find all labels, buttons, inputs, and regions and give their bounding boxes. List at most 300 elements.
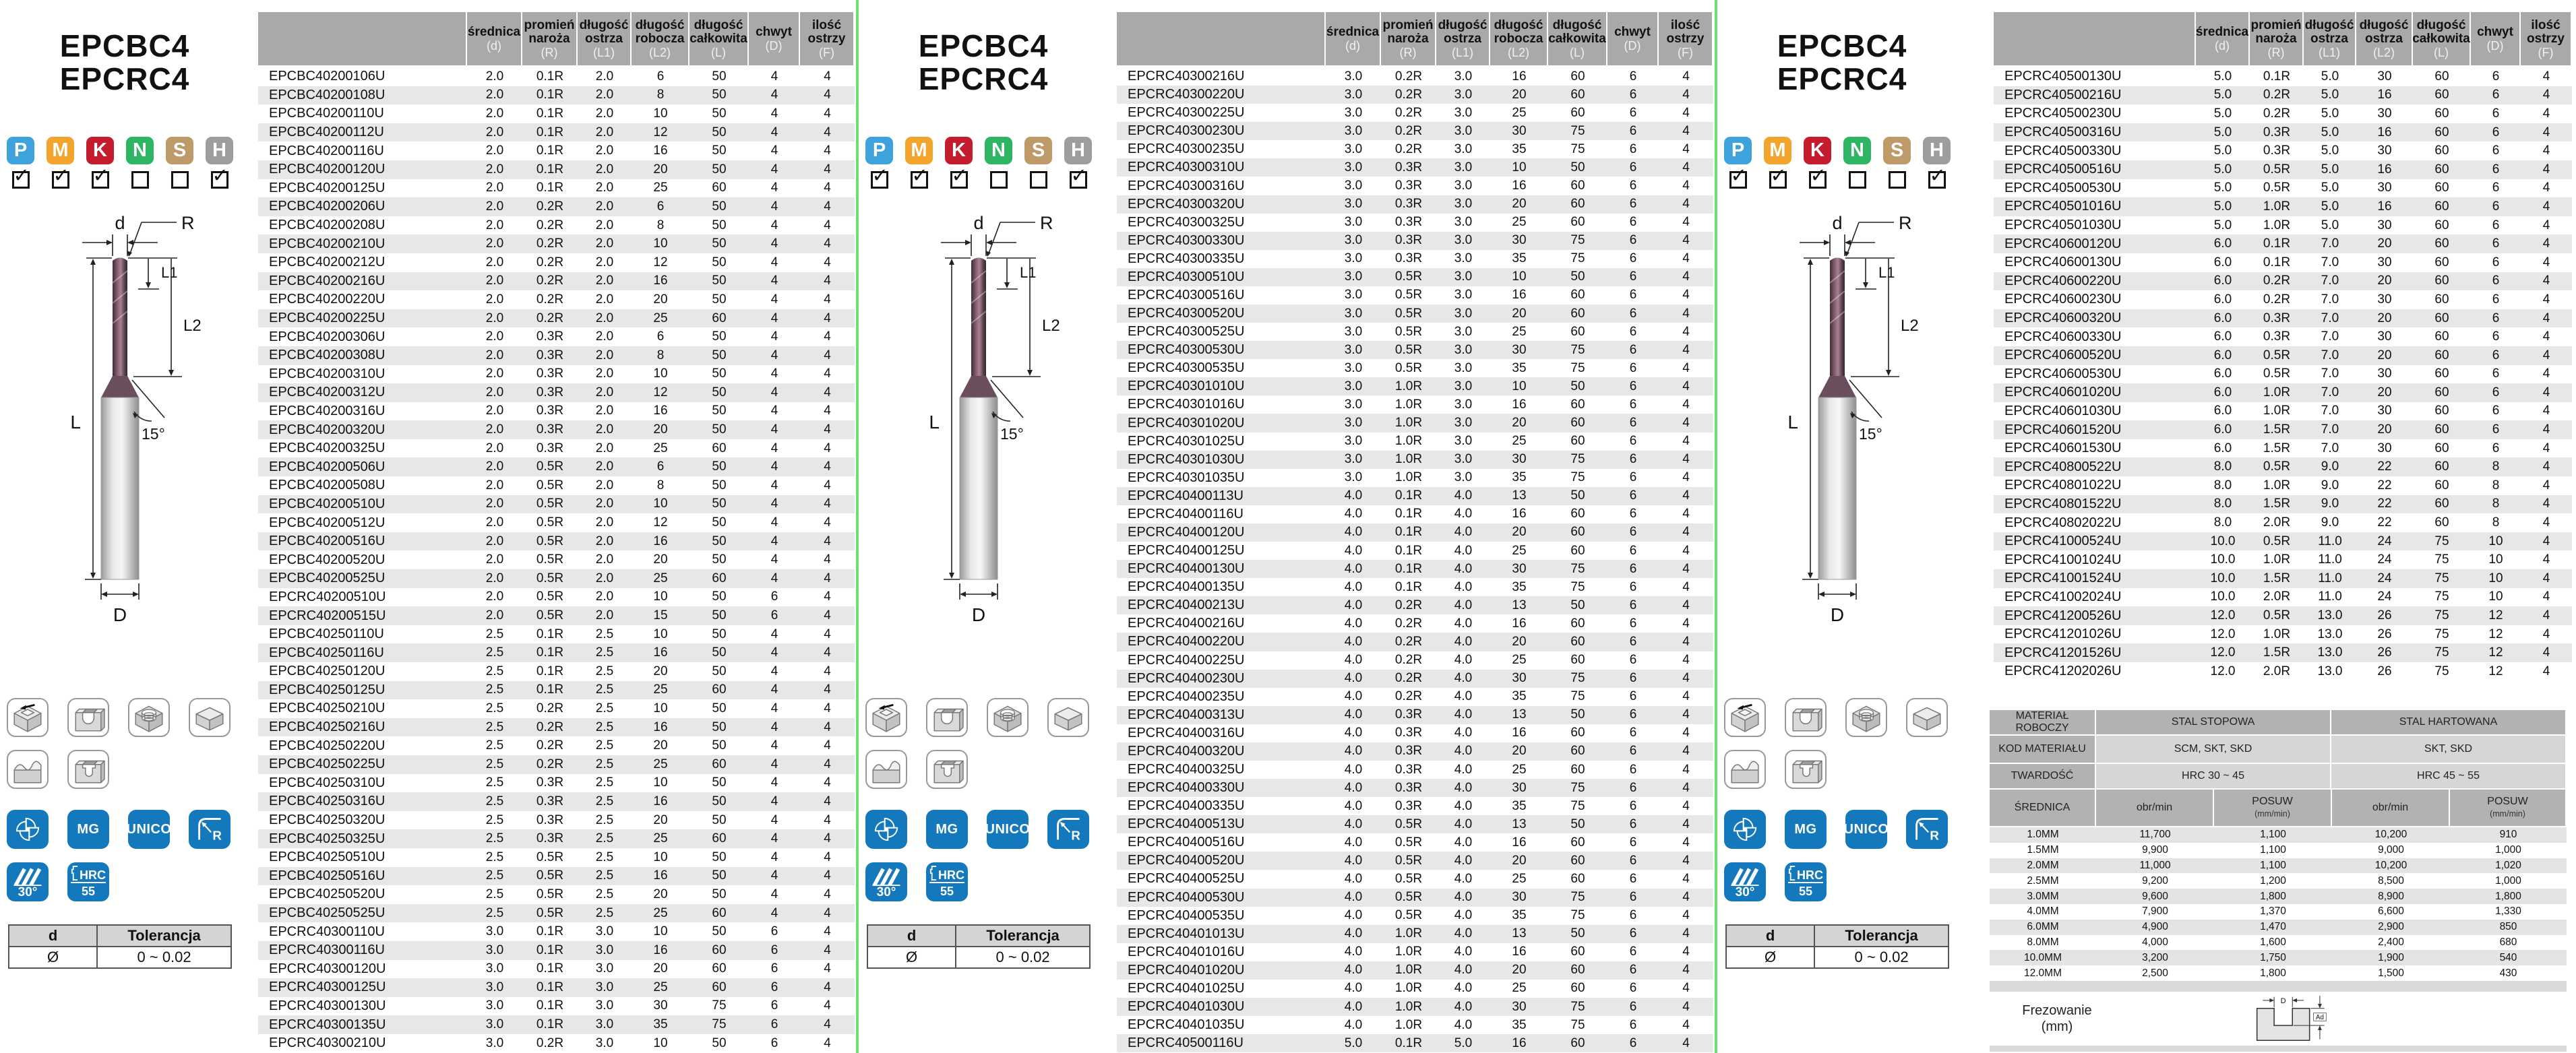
part-number: EPCRC40400325U: [1128, 762, 1245, 777]
cutting-data-row: 3.0MM 9,600 1,800 8,900 1,800: [1990, 889, 2567, 904]
column-header: długość ostrza (L1): [2304, 12, 2356, 67]
part-number: EPCBC40200216U: [269, 273, 386, 288]
material-letter-icon: N: [1843, 137, 1871, 164]
table-row: EPCBC40250525U 2.5 0.5R 2.5 25 60 4 4: [258, 904, 855, 923]
material-checkbox: [1030, 171, 1047, 189]
twardosc-label: TWARDOŚĆ: [1990, 764, 2096, 790]
part-number: EPCBC40200308U: [269, 348, 386, 363]
material-letter-icon: S: [1024, 137, 1052, 164]
material-letter-icon: P: [1724, 137, 1752, 164]
cutting-data-row: 2.5MM 9,200 1,200 8,500 1,000: [1990, 873, 2567, 889]
table-row: EPCBC40200510U 2.0 0.5R 2.0 10 50 4 4: [258, 495, 855, 514]
table-row: EPCBC40200325U 2.0 0.3R 2.0 25 60 4 4: [258, 439, 855, 458]
end-mill-drawing: [39, 194, 222, 659]
part-number: EPCBC40200125U: [269, 180, 386, 195]
part-number: EPCBC40200310U: [269, 366, 386, 381]
table-row: EPCRC40601530U 6.0 1.5R 7.0 30 60 6 4: [1994, 439, 2572, 458]
table-row: EPCRC40401030U 4.0 1.0R 4.0 30 75 6 4: [1117, 998, 1713, 1016]
part-number: EPCBC40200120U: [269, 162, 386, 177]
table-row: EPCBC40250510U 2.5 0.5R 2.5 10 50 4 4: [258, 848, 855, 867]
part-number: EPCRC40400116U: [1128, 506, 1244, 521]
check-icon: ✓: [13, 165, 30, 187]
cutting-data-row: 2.0MM 11,000 1,100 10,200 1,020: [1990, 858, 2567, 874]
table-row: EPCBC40200220U 2.0 0.2R 2.0 20 50 4 4: [258, 290, 855, 309]
part-number: EPCRC40400516U: [1128, 835, 1245, 850]
part-number: EPCRC40400130U: [1128, 561, 1245, 577]
part-number: EPCBC40250316U: [269, 794, 386, 809]
part-number: EPCRC40300135U: [269, 1017, 386, 1032]
diameter-cell: 4.0MM: [2027, 905, 2059, 918]
face-milling-icon: [865, 698, 907, 737]
table-row: EPCBC40200508U 2.0 0.5R 2.0 8 50 4 4: [258, 476, 855, 495]
table-row: EPCRC40401016U 4.0 1.0R 4.0 16 60 6 4: [1117, 943, 1713, 961]
table-row: EPCBC40200110U 2.0 0.1R 2.0 10 50 4 4: [258, 104, 855, 123]
part-number: EPCRC40400225U: [1128, 652, 1245, 668]
diameter-cell: 2.5MM: [2027, 874, 2059, 887]
part-number: EPCRC40400135U: [1128, 579, 1245, 595]
part-number: EPCRC40300130U: [269, 998, 386, 1013]
part-number: EPCRC40601520U: [2004, 422, 2122, 437]
table-row: EPCBC40200310U 2.0 0.3R 2.0 10 50 4 4: [258, 365, 855, 384]
end-mill-drawing: [1756, 194, 1940, 659]
part-number: EPCRC40801522U: [2004, 496, 2122, 511]
part-number: EPCRC40401035U: [1128, 1017, 1245, 1033]
part-number: EPCRC40500316U: [2004, 125, 2122, 140]
table-row: EPCRC40300525U 3.0 0.5R 3.0 25 60 6 4: [1117, 323, 1713, 341]
side-milling-icon: [189, 698, 231, 737]
table-row: EPCRC40400130U 4.0 0.1R 4.0 30 75 6 4: [1117, 560, 1713, 578]
part-number: EPCRC40400216U: [1128, 616, 1245, 631]
table-row: EPCRC40400213U 4.0 0.2R 4.0 13 50 6 4: [1117, 596, 1713, 614]
part-number: EPCRC40400113U: [1128, 488, 1244, 503]
material-icon-group: [865, 137, 893, 189]
material-checkbox: [950, 165, 968, 189]
material-checkbox: [131, 171, 149, 189]
table-row: EPCBC40250225U 2.5 0.2R 2.5 25 60 4 4: [258, 755, 855, 774]
table-row: EPCRC41001024U 10.0 1.0R 11.0 24 75 10 4: [1994, 550, 2572, 569]
part-number: EPCRC40601020U: [2004, 385, 2122, 400]
table-row: EPCRC40400125U 4.0 0.1R 4.0 25 60 6 4: [1117, 542, 1713, 560]
tolerance-col-d: d: [9, 926, 98, 946]
table-row: EPCRC40300310U 3.0 0.3R 3.0 10 50 6 4: [1117, 158, 1713, 177]
part-number: EPCRC41000524U: [2004, 534, 2122, 549]
part-number: EPCRC40400535U: [1128, 907, 1245, 923]
part-number: EPCRC40300316U: [1128, 178, 1245, 193]
unico-badge: UNICO: [1845, 810, 1887, 849]
tolerance-table: d Tolerancja Ø 0 ~ 0.02: [1725, 924, 1949, 969]
part-number: EPCRC40600120U: [2004, 236, 2122, 251]
profile-milling-icon: [1724, 750, 1766, 789]
part-number: EPCRC40300535U: [1128, 360, 1245, 376]
table-row: EPCRC41201026U 12.0 1.0R 13.0 26 75 12 4: [1994, 625, 2572, 644]
table-row: EPCRC40200515U 2.0 0.5R 2.0 15 50 6 4: [258, 606, 855, 625]
part-number: EPCBC40250520U: [269, 887, 386, 902]
column-header: długość całkowita (L): [2413, 12, 2471, 67]
table-row: EPCBC40250216U 2.5 0.2R 2.5 16 50 4 4: [258, 718, 855, 737]
table-row: EPCRC40400116U 4.0 0.1R 4.0 16 60 6 4: [1117, 505, 1713, 523]
material-letter-icon: P: [7, 137, 34, 164]
part-number: EPCBC40200506U: [269, 459, 386, 474]
part-number: EPCBC40250516U: [269, 868, 386, 883]
table-row: EPCRC40300330U 3.0 0.3R 3.0 30 75 6 4: [1117, 232, 1713, 250]
table-row: EPCRC40601020U 6.0 1.0R 7.0 20 60 6 4: [1994, 383, 2572, 402]
table-row: EPCBC40200208U 2.0 0.2R 2.0 8 50 4 4: [258, 216, 855, 235]
tolerance-table: [8, 924, 232, 969]
feature-badges: [865, 810, 1092, 901]
part-number: EPCRC40400520U: [1128, 853, 1245, 868]
page-title: [13, 30, 236, 96]
material-icon-group: [1064, 137, 1092, 189]
table-row: EPCRC41002024U 10.0 2.0R 11.0 24 75 10 4: [1994, 588, 2572, 607]
face-milling-icon: [1724, 698, 1766, 737]
helical-milling-icon: [1845, 698, 1887, 737]
part-number: EPCBC40200212U: [269, 255, 386, 270]
material-checkbox: [211, 165, 228, 189]
slot-milling-icon: [67, 698, 109, 737]
table-row: EPCBC40200108U 2.0 0.1R 2.0 8 50 4 4: [258, 86, 855, 105]
iso-material-icons: [1724, 137, 1951, 189]
diameter-cell: 8.0MM: [2027, 936, 2059, 948]
part-number: EPCRC41200526U: [2004, 608, 2122, 623]
part-number: EPCRC40300325U: [1128, 214, 1245, 230]
check-icon: ✓: [951, 165, 968, 187]
table-row: EPCRC40500230U 5.0 0.2R 5.0 30 60 6 4: [1994, 104, 2572, 123]
part-number: EPCBC40200525U: [269, 571, 386, 586]
table-row: EPCRC40500330U 5.0 0.3R 5.0 30 60 6 4: [1994, 141, 2572, 160]
material-checkbox: [911, 165, 928, 189]
table-row: EPCRC40600530U 6.0 0.5R 7.0 30 60 6 4: [1994, 365, 2572, 384]
part-number: EPCRC40600520U: [2004, 348, 2122, 363]
shallow-slot-icon: [67, 750, 109, 789]
material-checkbox: [1809, 165, 1827, 189]
table-row: EPCRC40500216U 5.0 0.2R 5.0 16 60 6 4: [1994, 86, 2572, 105]
table-header: [1117, 12, 1713, 67]
part-number: EPCRC40400320U: [1128, 743, 1245, 759]
part-number: EPCBC40250216U: [269, 720, 386, 735]
part-number: EPCBC40200306U: [269, 329, 386, 344]
table-row: EPCRC40300210U 3.0 0.2R 3.0 10 50 6 4: [258, 1034, 855, 1053]
helical-milling-icon: [987, 698, 1029, 737]
table-row: EPCRC40400230U 4.0 0.2R 4.0 30 75 6 4: [1117, 670, 1713, 688]
part-number: EPCRC40400125U: [1128, 543, 1245, 559]
material-checkbox: [1849, 171, 1866, 189]
part-number: EPCRC40300320U: [1128, 196, 1245, 212]
part-number: EPCBC40250220U: [269, 738, 386, 753]
cutting-data-row: 8.0MM 4,000 1,600 2,400 680: [1990, 935, 2567, 951]
table-row: EPCBC40200125U 2.0 0.1R 2.0 25 60 4 4: [258, 179, 855, 198]
column-header: ilość ostrzy (F): [2521, 12, 2572, 67]
iso-material-icons: [865, 137, 1092, 189]
table-row: EPCRC40400220U 4.0 0.2R 4.0 20 60 6 4: [1117, 633, 1713, 651]
shallow-slot-icon: [1785, 750, 1827, 789]
table-row: EPCRC40501016U 5.0 1.0R 5.0 16 60 6 4: [1994, 197, 2572, 216]
table-row: EPCBC40250220U 2.5 0.2R 2.5 20 50 4 4: [258, 736, 855, 755]
material-icon-group: [1883, 137, 1911, 189]
table-row: EPCBC40200212U 2.0 0.2R 2.0 12 50 4 4: [258, 253, 855, 272]
part-number: EPCRC40401020U: [1128, 962, 1245, 978]
part-number: EPCRC40501016U: [2004, 199, 2122, 214]
part-number: EPCBC40250525U: [269, 905, 386, 921]
material-icon-group: [86, 137, 114, 189]
column-header: długość ostrza (L1): [578, 12, 632, 67]
column-header: długość robocza (L2): [632, 12, 689, 67]
material-checkbox: [1729, 165, 1747, 189]
product-table-3: [1994, 12, 2572, 681]
check-icon: ✓: [911, 165, 928, 187]
table-row: EPCBC40200512U 2.0 0.5R 2.0 12 50 4 4: [258, 513, 855, 532]
flutes-icon: [7, 810, 49, 849]
feed-header: POSUW (mm/min): [2214, 790, 2332, 827]
part-number: EPCRC41001524U: [2004, 571, 2122, 586]
iso-material-icons: [7, 137, 233, 189]
cutting-data-row: 1.5MM 9,900 1,100 9,000 1,000: [1990, 843, 2567, 858]
table-row: EPCRC40600520U 6.0 0.5R 7.0 20 60 6 4: [1994, 346, 2572, 365]
table-header: [1994, 12, 2572, 67]
table-row: EPCRC40300130U 3.0 0.1R 3.0 30 75 6 4: [258, 997, 855, 1016]
table-row: EPCRC40300216U 3.0 0.2R 3.0 16 60 6 4: [1117, 67, 1713, 86]
table-row: EPCRC40400316U 4.0 0.3R 4.0 16 60 6 4: [1117, 724, 1713, 742]
panel-separator: [1715, 0, 1717, 1053]
part-number: EPCBC40250116U: [269, 645, 384, 660]
table-row: EPCRC40600220U 6.0 0.2R 7.0 20 60 6 4: [1994, 272, 2572, 291]
material-icon-group: [945, 137, 973, 189]
cutting-data-row: 10.0MM 3,200 1,750 1,900 540: [1990, 950, 2567, 965]
table-row: EPCRC40600120U 6.0 0.1R 7.0 20 60 6 4: [1994, 234, 2572, 253]
part-number: EPCBC40200206U: [269, 199, 386, 214]
table-row: EPCRC40400530U 4.0 0.5R 4.0 30 75 6 4: [1117, 889, 1713, 907]
part-number: EPCBC40200320U: [269, 422, 386, 437]
table-row: EPCRC40301020U 3.0 1.0R 3.0 20 60 6 4: [1117, 414, 1713, 432]
part-number: EPCBC40250325U: [269, 831, 386, 846]
material-icon-group: [1024, 137, 1052, 189]
table-row: EPCRC40500316U 5.0 0.3R 5.0 16 60 6 4: [1994, 123, 2572, 142]
frezowanie-label: Frezowanie (mm): [2022, 1003, 2092, 1034]
header-blank-cell: [1994, 12, 2196, 67]
table-row: EPCRC40400335U 4.0 0.3R 4.0 35 75 6 4: [1117, 797, 1713, 815]
application-icons: [1724, 698, 1951, 789]
part-number: EPCRC40600230U: [2004, 292, 2122, 307]
table-row: EPCBC40200316U 2.0 0.3R 2.0 16 50 4 4: [258, 402, 855, 421]
column-header: promień naroża (R): [2250, 12, 2304, 67]
table-row: EPCBC40200112U 2.0 0.1R 2.0 12 50 4 4: [258, 123, 855, 142]
part-number: EPCBC40250310U: [269, 775, 386, 790]
part-number: EPCRC40802022U: [2004, 515, 2122, 530]
material-icon-group: [905, 137, 933, 189]
part-number: EPCRC40300230U: [1128, 123, 1245, 139]
table-row: EPCRC40301016U 3.0 1.0R 3.0 16 60 6 4: [1117, 395, 1713, 414]
material-checkbox: [1928, 165, 1946, 189]
table-row: EPCBC40250110U 2.5 0.1R 2.5 10 50 4 4: [258, 625, 855, 644]
material-icon-group: [1923, 137, 1951, 189]
table-row: EPCRC40300335U 3.0 0.3R 3.0 35 75 6 4: [1117, 250, 1713, 268]
cutting-data-row: 12.0MM 2,500 1,800 1,500 430: [1990, 965, 2567, 981]
check-icon: ✓: [92, 165, 109, 187]
table-row: EPCRC40200510U 2.0 0.5R 2.0 10 50 6 4: [258, 588, 855, 607]
part-number: EPCRC40601530U: [2004, 441, 2122, 456]
table-row: EPCBC40200320U 2.0 0.3R 2.0 20 50 4 4: [258, 420, 855, 439]
tolerance-value: 0 ~ 0.02: [137, 949, 191, 965]
part-number: EPCRC40301025U: [1128, 433, 1245, 449]
title-line-2: EPCRC4: [59, 61, 190, 96]
table-row: EPCRC40400120U 4.0 0.1R 4.0 20 60 6 4: [1117, 523, 1713, 542]
material-checkbox: [990, 171, 1008, 189]
panel-separator: [856, 0, 859, 1053]
part-number: EPCRC40400525U: [1128, 871, 1245, 887]
column-header: promień naroża (R): [522, 12, 578, 67]
material-icon-group: [206, 137, 233, 189]
table-row: EPCBC40200516U 2.0 0.5R 2.0 16 50 4 4: [258, 532, 855, 551]
column-header: średnica (d): [467, 12, 522, 67]
part-number: EPCRC40500330U: [2004, 143, 2122, 158]
table-row: EPCBC40250120U 2.5 0.1R 2.5 20 50 4 4: [258, 662, 855, 681]
material-icon-group: [126, 137, 154, 189]
table-row: EPCBC40250516U 2.5 0.5R 2.5 16 50 4 4: [258, 867, 855, 886]
part-number: EPCRC40301030U: [1128, 451, 1245, 467]
material-letter-icon: H: [206, 137, 233, 164]
table-row: EPCBC40200225U 2.0 0.2R 2.0 25 60 4 4: [258, 309, 855, 328]
part-number: EPCBC40200512U: [269, 515, 386, 530]
part-number: EPCBC40250125U: [269, 682, 386, 697]
column-header: ilość ostrzy (F): [1659, 12, 1713, 67]
catalog-panel-1: [0, 0, 859, 1053]
table-row: EPCRC40500516U 5.0 0.5R 5.0 16 60 6 4: [1994, 160, 2572, 179]
stal-hartowana-label: STAL HARTOWANA: [2331, 710, 2567, 736]
kod-materialu-value-2: SKT, SKD: [2331, 736, 2567, 764]
table-row: EPCRC40400135U 4.0 0.1R 4.0 35 75 6 4: [1117, 578, 1713, 596]
feed-header: POSUW (mm/min): [2450, 790, 2567, 827]
table-row: EPCRC41202026U 12.0 2.0R 13.0 26 75 12 4: [1994, 662, 2572, 681]
table-row: EPCRC40600330U 6.0 0.3R 7.0 30 60 6 4: [1994, 327, 2572, 346]
part-number: EPCRC40500116U: [1128, 1035, 1244, 1051]
material-checkbox: [1769, 165, 1787, 189]
column-header: chwyt (D): [1607, 12, 1659, 67]
part-number: EPCRC40400120U: [1128, 524, 1245, 540]
part-number: EPCRC40601030U: [2004, 403, 2122, 418]
table-row: EPCRC40400320U 4.0 0.3R 4.0 20 60 6 4: [1117, 742, 1713, 761]
table-row: EPCRC41200526U 12.0 0.5R 13.0 26 75 12 4: [1994, 606, 2572, 625]
material-checkbox: [1889, 171, 1906, 189]
diameter-cell: 12.0MM: [2024, 967, 2062, 979]
part-number: EPCRC40300310U: [1128, 160, 1245, 175]
twardosc-value-1: HRC 30 ~ 45: [2096, 764, 2331, 790]
part-number: EPCRC40500230U: [2004, 106, 2122, 121]
material-letter-icon: S: [1883, 137, 1911, 164]
part-number: EPCBC40200312U: [269, 385, 386, 400]
table-row: EPCRC40400516U 4.0 0.5R 4.0 16 60 6 4: [1117, 833, 1713, 852]
column-header: średnica (d): [1326, 12, 1381, 67]
column-header: długość całkowita (L): [689, 12, 749, 67]
part-number: EPCRC40401016U: [1128, 944, 1245, 959]
material-letter-icon: H: [1064, 137, 1092, 164]
material-letter-icon: P: [865, 137, 893, 164]
table-row: EPCRC40400520U 4.0 0.5R 4.0 20 60 6 4: [1117, 852, 1713, 870]
table-row: EPCBC40200216U 2.0 0.2R 2.0 16 50 4 4: [258, 272, 855, 291]
table-row: EPCRC40300110U 3.0 0.1R 3.0 10 50 6 4: [258, 922, 855, 941]
part-number: EPCRC40200510U: [269, 589, 386, 604]
table-row: EPCRC40300235U 3.0 0.2R 3.0 35 75 6 4: [1117, 140, 1713, 158]
table-row: EPCBC40200520U 2.0 0.5R 2.0 20 50 4 4: [258, 550, 855, 569]
part-number: EPCRC40500530U: [2004, 180, 2122, 195]
feature-badges: [7, 810, 233, 901]
table-row: EPCBC40200106U 2.0 0.1R 2.0 6 50 4 4: [258, 67, 855, 86]
table-row: EPCBC40200206U 2.0 0.2R 2.0 6 50 4 4: [258, 197, 855, 216]
table-row: EPCRC40300320U 3.0 0.3R 3.0 20 60 6 4: [1117, 195, 1713, 214]
part-number: EPCBC40200106U: [269, 69, 386, 84]
table-row: EPCRC40300125U 3.0 0.1R 3.0 25 60 6 4: [258, 978, 855, 997]
page-title: EPCBC4 EPCRC4: [1777, 28, 1907, 96]
part-number: EPCRC40400330U: [1128, 780, 1245, 796]
part-number: EPCRC40400313U: [1128, 707, 1245, 722]
part-number: EPCRC40600130U: [2004, 255, 2122, 270]
part-number: EPCRC40400220U: [1128, 634, 1245, 649]
part-number: EPCRC41001024U: [2004, 552, 2122, 567]
part-number: EPCRC40300520U: [1128, 306, 1245, 321]
stal-stopowa-label: STAL STOPOWA: [2096, 710, 2331, 736]
table-row: EPCBC40250210U 2.5 0.2R 2.5 10 50 4 4: [258, 699, 855, 718]
rpm-header: obr/min: [2096, 790, 2214, 827]
mg-badge: MG: [67, 810, 109, 849]
table-row: EPCBC40250316U 2.5 0.3R 2.5 16 50 4 4: [258, 792, 855, 811]
part-number: EPCRC40200515U: [269, 608, 386, 623]
table-row: EPCRC40400235U 4.0 0.2R 4.0 35 75 6 4: [1117, 688, 1713, 706]
end-mill-drawing: [898, 194, 1081, 659]
part-number: EPCRC40300210U: [269, 1035, 386, 1051]
table-row: EPCRC40600230U 6.0 0.2R 7.0 30 60 6 4: [1994, 290, 2572, 309]
product-table-1: [258, 12, 855, 1052]
table-row: EPCRC41001524U 10.0 1.5R 11.0 24 75 10 4: [1994, 569, 2572, 588]
part-number: EPCRC40300216U: [1128, 69, 1245, 84]
table-row: EPCRC40300230U 3.0 0.2R 3.0 30 75 6 4: [1117, 122, 1713, 140]
table-row: EPCBC40200116U 2.0 0.1R 2.0 16 50 4 4: [258, 141, 855, 160]
material-checkbox: [871, 165, 888, 189]
table-row: EPCRC40401020U 4.0 1.0R 4.0 20 60 6 4: [1117, 961, 1713, 980]
diameter-cell: 1.0MM: [2027, 829, 2059, 841]
table-row: EPCRC40400313U 4.0 0.3R 4.0 13 50 6 4: [1117, 706, 1713, 724]
part-number: EPCBC40200225U: [269, 311, 386, 326]
diameter-cell: 10.0MM: [2024, 951, 2062, 963]
table-row: EPCRC40401035U 4.0 1.0R 4.0 35 75 6 4: [1117, 1016, 1713, 1034]
part-number: EPCRC40400230U: [1128, 670, 1245, 686]
table-row: EPCRC40400513U 4.0 0.5R 4.0 13 50 6 4: [1117, 815, 1713, 833]
part-number: EPCRC40400316U: [1128, 725, 1245, 740]
material-checkbox: [52, 165, 69, 189]
table-row: EPCBC40200525U 2.0 0.5R 2.0 25 60 4 4: [258, 569, 855, 588]
part-number: EPCBC40200325U: [269, 441, 386, 456]
part-number: EPCBC40200316U: [269, 403, 386, 418]
material-letter-icon: K: [945, 137, 973, 164]
column-header: długość ostrza (L1): [1436, 12, 1490, 67]
material-icon-group: [1724, 137, 1752, 189]
table-row: EPCRC40600320U 6.0 0.3R 7.0 20 60 6 4: [1994, 309, 2572, 328]
part-number: EPCRC40400235U: [1128, 689, 1245, 704]
material-letter-icon: H: [1923, 137, 1951, 164]
milling-diagram-row: [1990, 992, 2567, 1046]
part-number: EPCRC40400513U: [1128, 817, 1245, 832]
table-row: EPCBC40250520U 2.5 0.5R 2.5 20 50 4 4: [258, 885, 855, 904]
diameter-cell: 6.0MM: [2027, 921, 2059, 933]
table-row: EPCRC40301030U 3.0 1.0R 3.0 30 75 6 4: [1117, 451, 1713, 469]
part-number: EPCRC40301020U: [1128, 415, 1245, 430]
check-icon: ✓: [212, 165, 228, 187]
application-icons: [865, 698, 1092, 789]
table-row: EPCRC40300530U 3.0 0.5R 3.0 30 75 6 4: [1117, 341, 1713, 359]
column-header: średnica (d): [2196, 12, 2250, 67]
part-number: EPCRC40300525U: [1128, 324, 1245, 340]
flutes-icon: [865, 810, 907, 849]
table-row: EPCRC40400113U 4.0 0.1R 4.0 13 50 6 4: [1117, 487, 1713, 505]
table-row: EPCRC40601520U 6.0 1.5R 7.0 20 60 6 4: [1994, 420, 2572, 439]
table-row: EPCBC40200120U 2.0 0.1R 2.0 20 50 4 4: [258, 160, 855, 179]
